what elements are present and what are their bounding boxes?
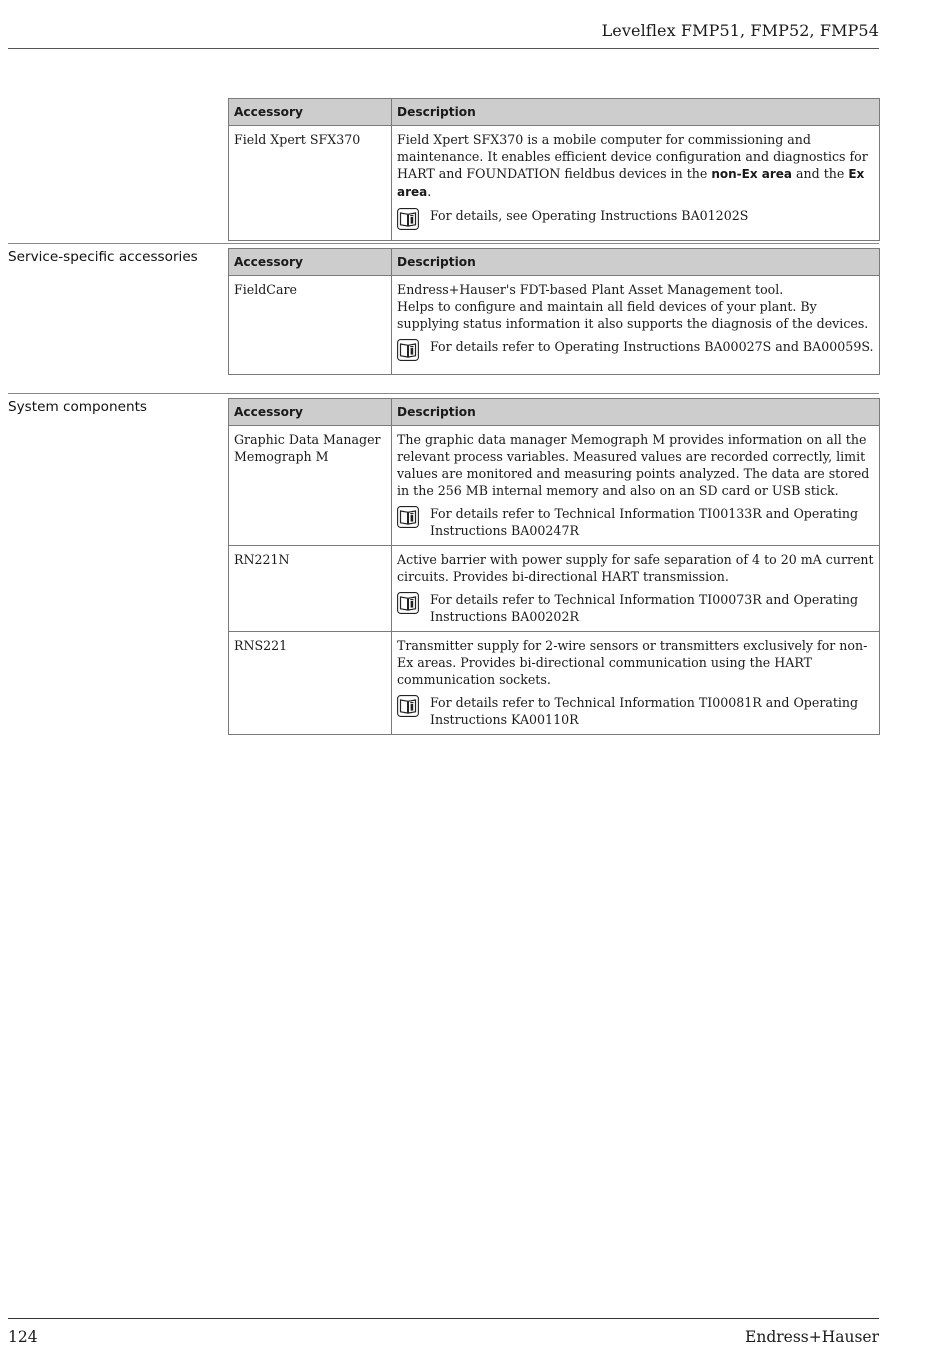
table-row bbox=[229, 126, 880, 241]
column-header-description: Description bbox=[392, 249, 880, 276]
ex-area-emphasis: Ex area bbox=[397, 167, 865, 199]
description-cell bbox=[392, 276, 880, 375]
document-header-title: Levelflex FMP51, FMP52, FMP54 bbox=[601, 21, 879, 40]
accessory-name-cell: Field Xpert SFX370 bbox=[229, 126, 392, 241]
header-divider bbox=[8, 48, 879, 49]
section-divider bbox=[8, 243, 879, 244]
reference-note-text: For details refer to Technical Information TI00081R and Operating Instructions KA00110R bbox=[430, 695, 859, 727]
description-text: Transmitter supply for 2-wire sensors or transmitters exclusively for non-Ex areas. Provides bi-directional communication using the HART communication sockets. bbox=[397, 638, 868, 687]
column-header-accessory: Accessory bbox=[229, 99, 392, 126]
accessory-name-cell: FieldCare bbox=[229, 276, 392, 375]
reference-note bbox=[397, 207, 874, 234]
accessory-table-field-xpert bbox=[228, 98, 880, 241]
book-reference-icon bbox=[397, 694, 430, 728]
table-row bbox=[229, 546, 880, 632]
reference-note-text: For details refer to Technical Information TI00133R and Operating Instructions BA00247R bbox=[430, 506, 859, 538]
accessory-table-system-components bbox=[228, 398, 880, 735]
column-header-accessory: Accessory bbox=[229, 399, 392, 426]
book-reference-icon bbox=[397, 505, 430, 539]
section-label-system-components: System components bbox=[8, 399, 147, 415]
table-row bbox=[229, 426, 880, 546]
section-label-service-specific: Service-specific accessories bbox=[8, 249, 198, 265]
reference-note-text: For details refer to Technical Information TI00073R and Operating Instructions BA00202R bbox=[430, 592, 859, 624]
footer-brand: Endress+Hauser bbox=[745, 1328, 879, 1346]
description-cell bbox=[392, 126, 880, 241]
reference-note-text: For details, see Operating Instructions BA01202S bbox=[430, 208, 749, 223]
table-header-row bbox=[229, 99, 880, 126]
accessory-name-cell: RNS221 bbox=[229, 632, 392, 735]
column-header-description: Description bbox=[392, 399, 880, 426]
accessory-table-service-specific bbox=[228, 248, 880, 375]
page-number: 124 bbox=[8, 1328, 38, 1346]
accessory-name-cell bbox=[229, 426, 392, 546]
book-reference-icon bbox=[397, 207, 430, 234]
book-reference-icon bbox=[397, 338, 430, 365]
description-text: Active barrier with power supply for safe separation of 4 to 20 mA current circuits. Provides bi-directional HART transmission. bbox=[397, 552, 874, 584]
accessory-name-cell: RN221N bbox=[229, 546, 392, 632]
description-cell bbox=[392, 546, 880, 632]
column-header-accessory: Accessory bbox=[229, 249, 392, 276]
accessory-name-line2: Memograph M bbox=[234, 449, 329, 464]
description-cell bbox=[392, 632, 880, 735]
description-text: Field Xpert SFX370 is a mobile computer for commissioning and maintenance. It enables efficient device configuration and diagnostics for HART and FOUNDATION fieldbus devices in the non-Ex area and the Ex area. bbox=[397, 132, 868, 199]
table-header-row bbox=[229, 249, 880, 276]
column-header-description: Description bbox=[392, 99, 880, 126]
table-header-row bbox=[229, 399, 880, 426]
book-reference-icon bbox=[397, 591, 430, 625]
table-row bbox=[229, 632, 880, 735]
description-text: The graphic data manager Memograph M provides information on all the relevant process variables. Measured values are recorded correctly, limit values are monitored and measuring points analyzed. The data are stored in the 256 MB internal memory and also on an SD card or USB stick. bbox=[397, 432, 870, 498]
section-divider bbox=[8, 393, 879, 394]
reference-note bbox=[397, 591, 874, 625]
reference-note bbox=[397, 338, 874, 365]
footer-divider bbox=[8, 1318, 879, 1319]
reference-note bbox=[397, 505, 874, 539]
description-text-line2: Helps to configure and maintain all field devices of your plant. By supplying status information it also supports the diagnosis of the devices. bbox=[397, 299, 869, 331]
reference-note bbox=[397, 694, 874, 728]
description-cell bbox=[392, 426, 880, 546]
table-row bbox=[229, 276, 880, 375]
description-text-line1: Endress+Hauser's FDT-based Plant Asset Management tool. bbox=[397, 282, 784, 297]
reference-note-text: For details refer to Operating Instructions BA00027S and BA00059S. bbox=[430, 339, 874, 354]
accessory-name-line1: Graphic Data Manager bbox=[234, 432, 381, 447]
non-ex-area-emphasis: non-Ex area bbox=[711, 167, 793, 181]
